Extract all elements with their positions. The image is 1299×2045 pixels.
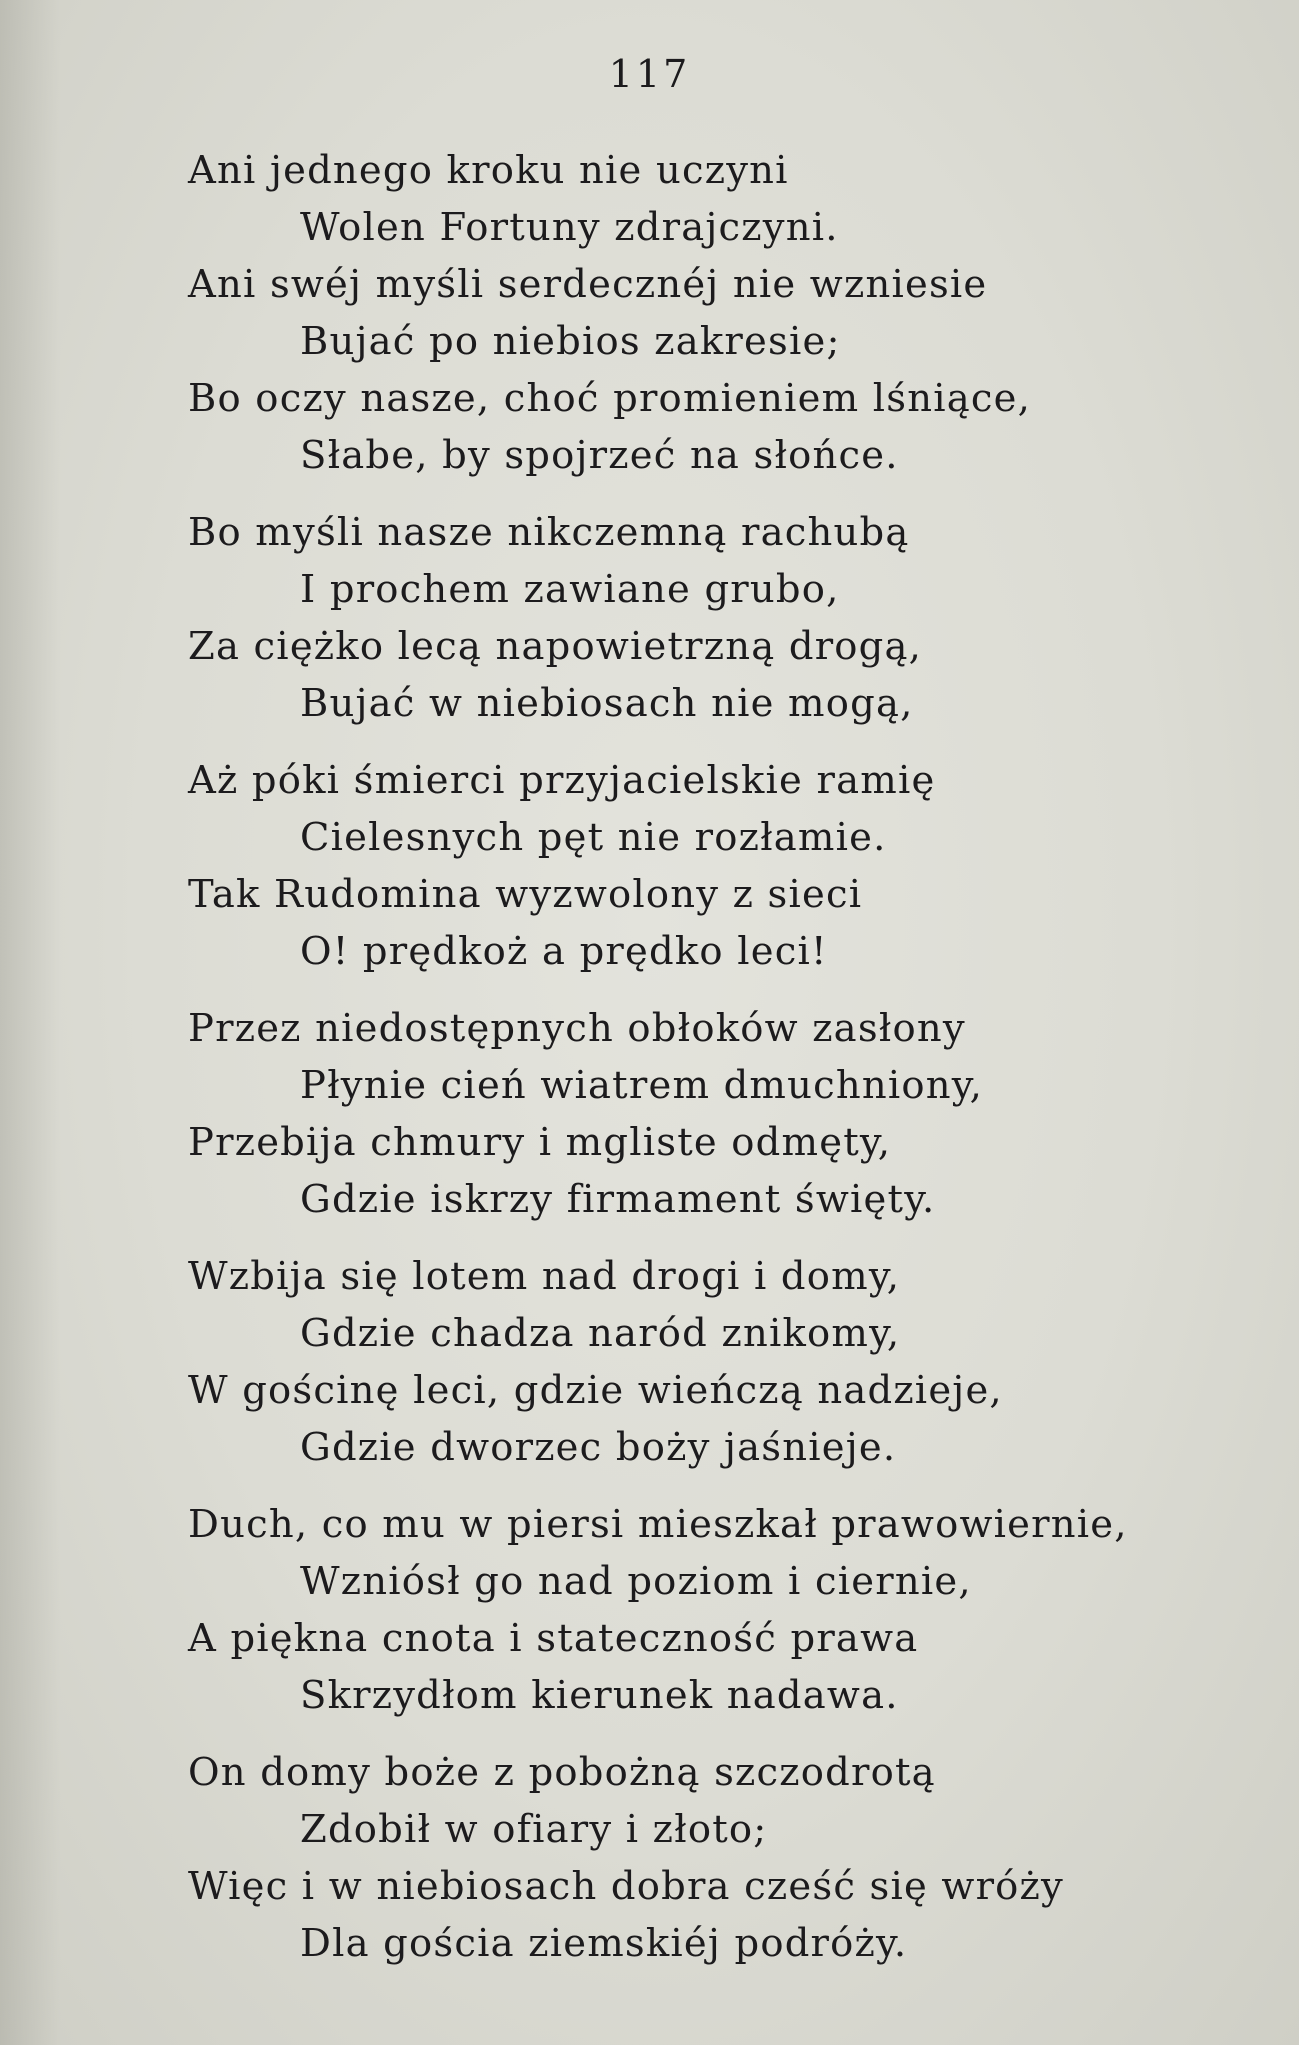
verse-line: Przebija chmury i mgliste odmęty, — [188, 1120, 892, 1165]
verse-line: Ani swéj myśli serdecznéj nie wzniesie — [188, 262, 988, 307]
stanza — [188, 1000, 1218, 1228]
verse-line: Bo oczy nasze, choć promieniem lśniące, — [188, 376, 1032, 421]
verse-line: I prochem zawiane grubo, — [300, 567, 840, 612]
verse-line: Duch, co mu w piersi mieszkał prawowiernie, — [188, 1502, 1128, 1547]
verse-line: O! prędkoż a prędko leci! — [300, 929, 828, 974]
verse-line: Gdzie chadza naród znikomy, — [300, 1311, 901, 1356]
verse-line: Za ciężko lecą napowietrzną drogą, — [188, 624, 923, 669]
verse-line: Słabe, by spojrzeć na słońce. — [300, 433, 899, 478]
verse-line: On domy boże z pobożną szczodrotą — [188, 1750, 936, 1795]
stanza — [188, 752, 1218, 980]
verse-line: Wzbija się lotem nad drogi i domy, — [188, 1254, 901, 1299]
verse-line: Aż póki śmierci przyjacielskie ramię — [188, 758, 936, 803]
verse-line: Przez niedostępnych obłoków zasłony — [188, 1006, 966, 1051]
verse-line: Zdobił w ofiary i złoto; — [300, 1807, 768, 1852]
stanza — [188, 1744, 1218, 1972]
verse-line: Dla gościa ziemskiéj podróży. — [300, 1921, 908, 1966]
verse-line: Bo myśli nasze nikczemną rachubą — [188, 510, 910, 555]
stanza — [188, 1496, 1218, 1724]
verse-line: Gdzie dworzec boży jaśnieje. — [300, 1425, 897, 1470]
verse-line: Więc i w niebiosach dobra cześć się wróży — [188, 1864, 1064, 1909]
verse-line: Skrzydłom kierunek nadawa. — [300, 1673, 899, 1718]
verse-line: Tak Rudomina wyzwolony z sieci — [188, 872, 863, 917]
stanza — [188, 504, 1218, 732]
stanza — [188, 1248, 1218, 1476]
verse-line: A piękna cnota i stateczność prawa — [188, 1616, 919, 1661]
stanza — [188, 142, 1218, 484]
page-edge-shadow — [0, 0, 60, 2045]
page-number: 117 — [608, 52, 691, 96]
verse-line: Wolen Fortuny zdrajczyni. — [300, 205, 839, 250]
verse-line: Bujać po niebios zakresie; — [300, 319, 841, 364]
verse-line: Płynie cień wiatrem dmuchniony, — [300, 1063, 984, 1108]
verse-line: Gdzie iskrzy firmament święty. — [300, 1177, 936, 1222]
verse-line: Cielesnych pęt nie rozłamie. — [300, 815, 887, 860]
verse-line: Bujać w niebiosach nie mogą, — [300, 681, 914, 726]
poem-body — [188, 142, 1218, 1992]
verse-line: W gościnę leci, gdzie wieńczą nadzieje, — [188, 1368, 1003, 1413]
verse-line: Wzniósł go nad poziom i ciernie, — [300, 1559, 972, 1604]
verse-line: Ani jednego kroku nie uczyni — [188, 148, 789, 193]
